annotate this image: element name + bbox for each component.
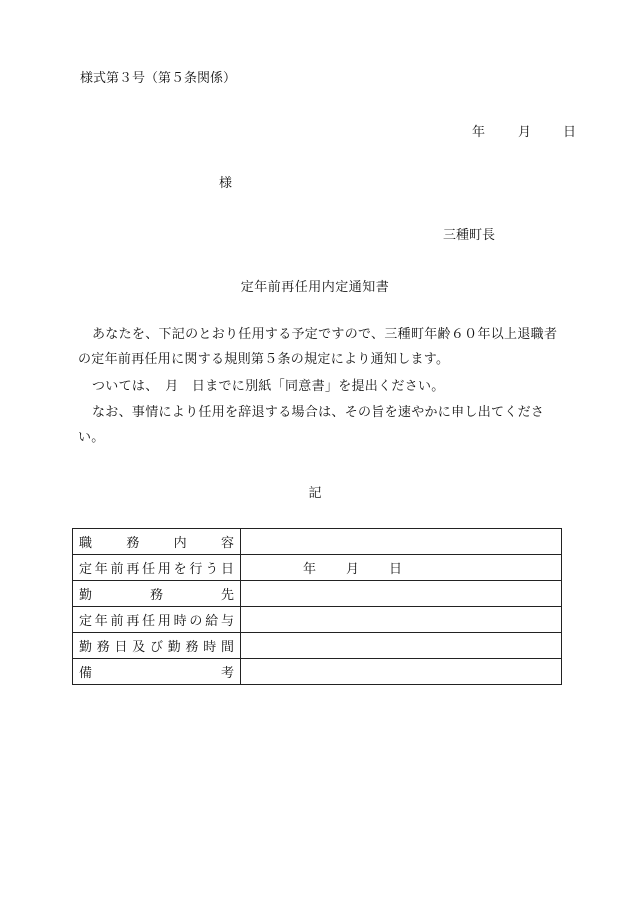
row-value-workplace [241,581,562,607]
row-value-appointment-date [241,555,562,581]
row-label-workplace: 勤務先 [73,581,241,607]
row-value-work-hours [241,633,562,659]
table-row [73,607,562,633]
ki-heading: 記 [308,486,322,501]
issue-date [472,121,576,140]
appointment-date-year: 年 [303,562,317,577]
row-label-work-hours: 勤務日及び勤務時間 [73,633,241,659]
body-paragraph-2 [78,374,569,399]
issue-date-year: 年 [472,125,486,140]
table-row [73,581,562,607]
document-title: 定年前再任用内定通知書 [240,280,390,295]
row-value-remarks [241,659,562,685]
sender-title: 三種町長 [443,228,496,243]
appointment-details-table [72,528,562,685]
row-value-salary [241,607,562,633]
table-row [73,659,562,685]
row-label-salary: 定年前再任用時の給与 [73,607,241,633]
form-number: 様式第３号（第５条関係） [80,71,237,86]
body-paragraph-1-text: あなたを、下記のとおり任用する予定ですので、三種町年齢６０年以上退職者の定年前再任用に関する規則第５条の規定により通知します。 [78,327,558,367]
body-paragraph-3 [78,400,569,450]
row-value-duties [241,529,562,555]
issue-date-month: 月 [518,125,532,140]
issue-date-day: 日 [563,125,577,140]
appointment-date-day: 日 [389,562,403,577]
appointment-date-month: 月 [346,562,360,577]
table-row [73,529,562,555]
row-label-appointment-date: 定年前再任用を行う日 [73,555,241,581]
table-row [73,633,562,659]
row-label-remarks: 備考 [73,659,241,685]
table-row [73,555,562,581]
body-paragraph-1 [78,322,569,372]
body-paragraph-2-text: ついては、 月 日までに別紙「同意書」を提出ください。 [92,379,445,394]
recipient-honorific: 様 [219,176,233,191]
body-paragraph-3-text: なお、事情により任用を辞退する場合は、その旨を速やかに申し出てください。 [78,405,545,445]
row-label-duties: 職務内容 [73,529,241,555]
